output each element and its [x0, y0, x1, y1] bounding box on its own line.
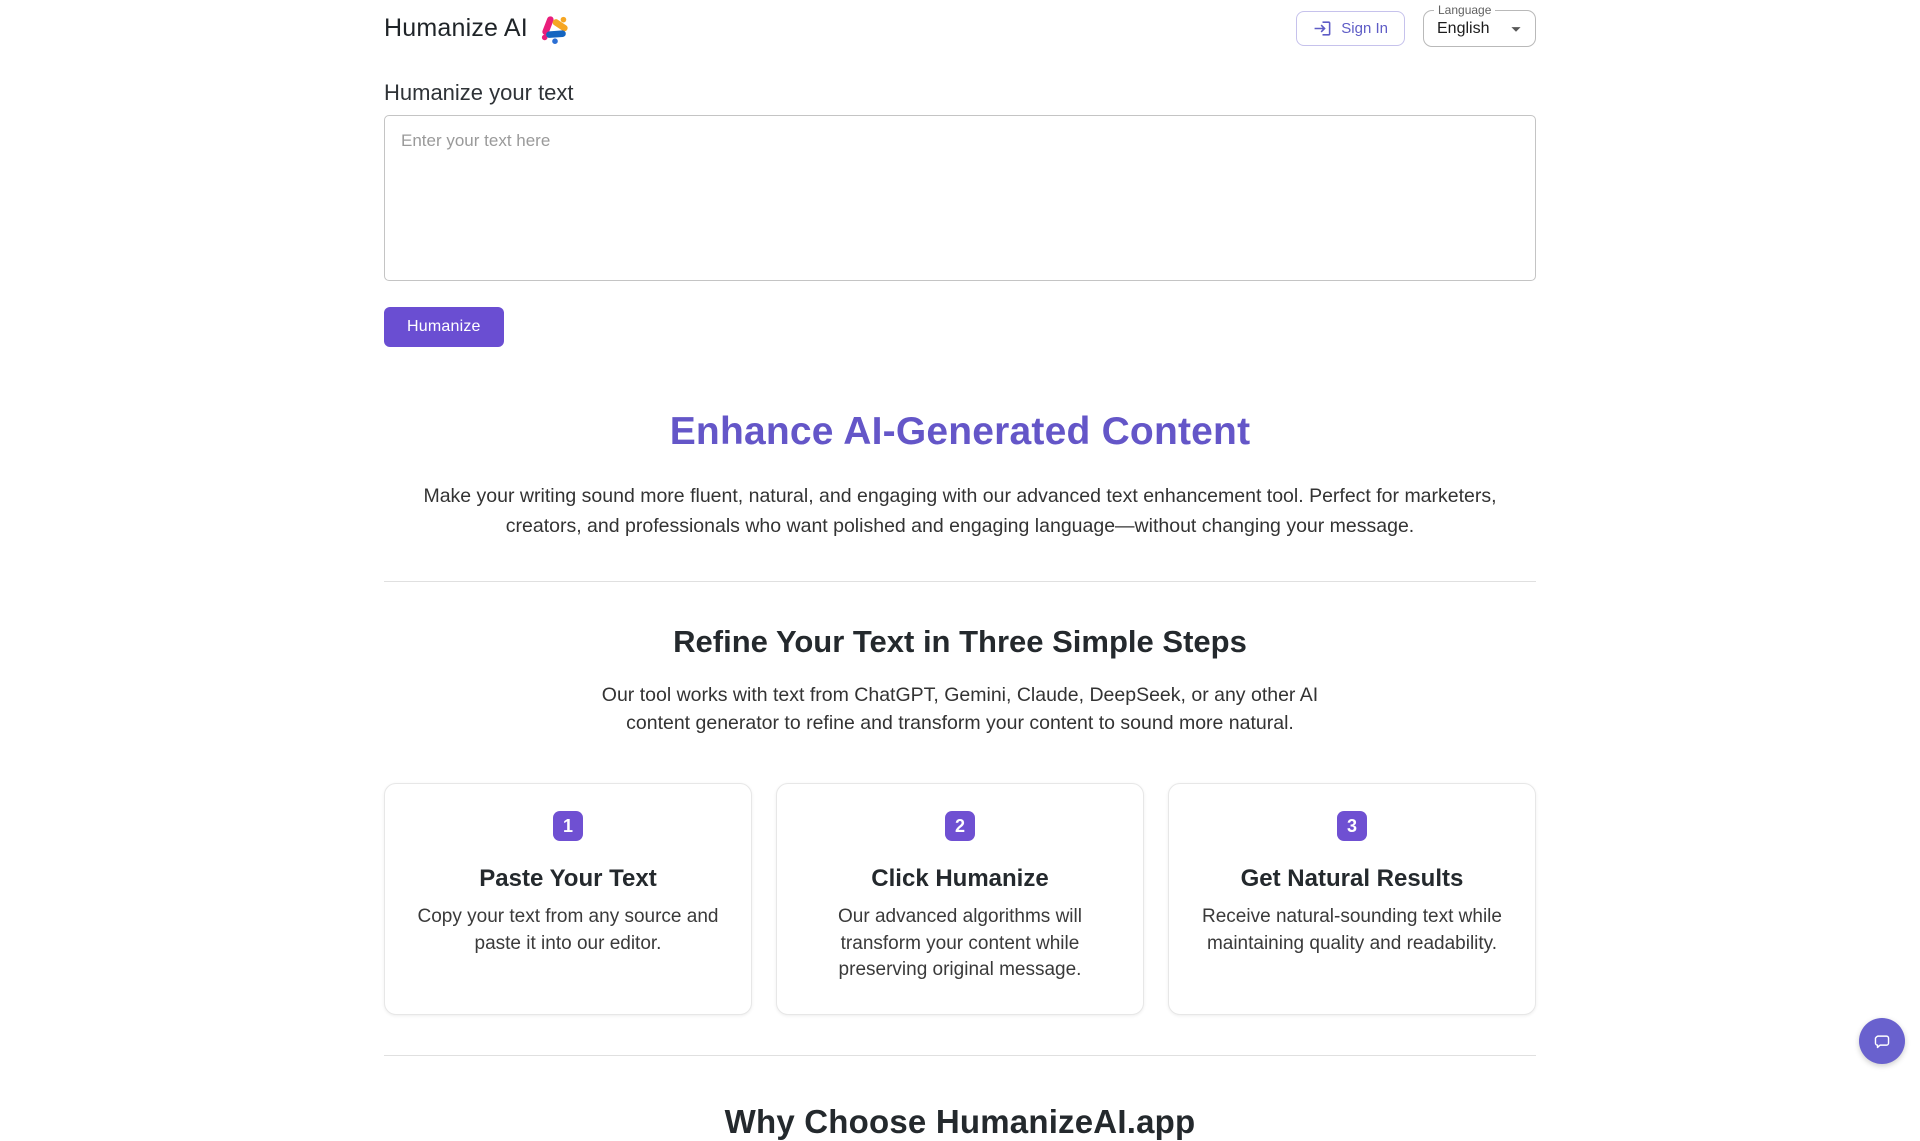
hero-section [384, 410, 1536, 541]
step-number-badge: 3 [1337, 811, 1367, 841]
language-select[interactable] [1423, 10, 1536, 47]
steps-cards [384, 783, 1536, 1015]
editor-label: Humanize your text [384, 80, 1536, 106]
step-card-title: Get Natural Results [1193, 865, 1511, 893]
steps-section [384, 624, 1536, 1014]
why-title: Why Choose HumanizeAI.app [384, 1103, 1536, 1141]
divider [384, 1055, 1536, 1056]
page-container [384, 0, 1536, 1141]
why-section [384, 1103, 1536, 1141]
humanize-button[interactable]: Humanize [384, 307, 504, 347]
step-card-description: Copy your text from any source and paste it into our editor. [409, 904, 727, 957]
login-arrow-icon [1313, 19, 1332, 38]
step-number-badge: 1 [553, 811, 583, 841]
language-select-value: English [1437, 20, 1489, 38]
brand [384, 14, 570, 44]
header [384, 0, 1536, 47]
language-select-label: Language [1434, 3, 1495, 17]
step-card-description: Our advanced algorithms will transform your content while preserving original message. [801, 904, 1119, 984]
step-number-badge: 2 [945, 811, 975, 841]
step-card-1 [384, 783, 752, 1015]
hero-description: Make your writing sound more fluent, natural, and engaging with our advanced text enhancement tool. Perfect for marketers, creators, and professionals who want polished and engaging language—without changing your message. [398, 481, 1523, 541]
sign-in-button[interactable] [1296, 11, 1405, 46]
steps-subtitle: Our tool works with text from ChatGPT, Gemini, Claude, DeepSeek, or any other AI content generator to refine and transform your content to sound more natural. [578, 682, 1343, 737]
chevron-down-icon [1505, 18, 1527, 40]
header-actions [1296, 10, 1536, 47]
tri-color-people-logo-icon [540, 14, 570, 44]
step-card-2 [776, 783, 1144, 1015]
hero-title: Enhance AI-Generated Content [384, 410, 1536, 454]
divider [384, 581, 1536, 582]
chat-bubble-icon [1870, 1029, 1894, 1053]
steps-title: Refine Your Text in Three Simple Steps [384, 624, 1536, 660]
step-card-description: Receive natural-sounding text while maintaining quality and readability. [1193, 904, 1511, 957]
brand-title: Humanize AI [384, 14, 528, 43]
editor-section [384, 80, 1536, 347]
step-card-title: Paste Your Text [409, 865, 727, 893]
chat-widget-button[interactable] [1859, 1018, 1905, 1064]
step-card-3 [1168, 783, 1536, 1015]
sign-in-label: Sign In [1341, 20, 1388, 37]
step-card-title: Click Humanize [801, 865, 1119, 893]
text-input[interactable] [384, 115, 1536, 281]
